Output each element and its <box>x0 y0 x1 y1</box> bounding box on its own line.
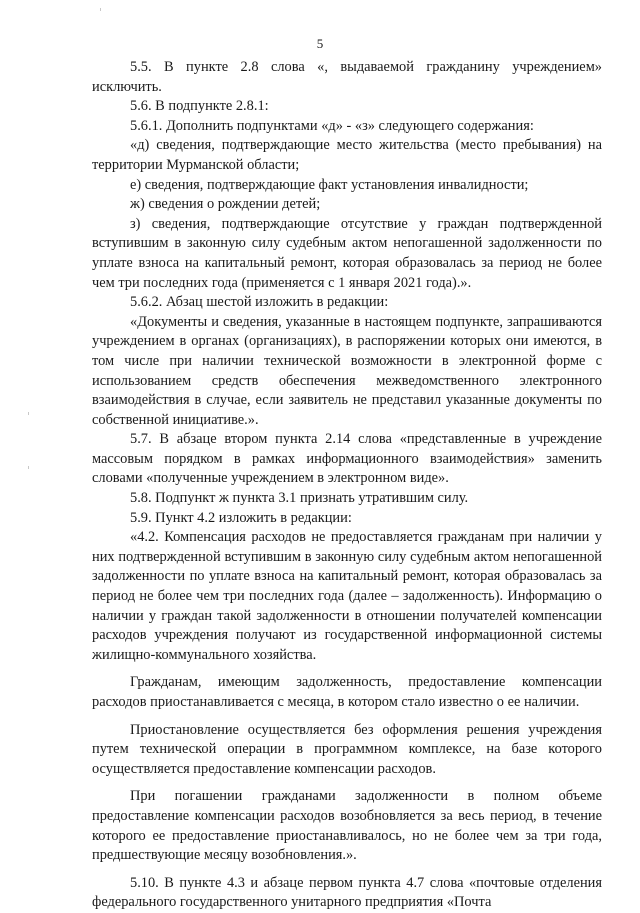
paragraph: «4.2. Компенсация расходов не предоставляется гражданам при наличии у них подтвержденной вступившим в законную силу судебным актом непогашенной задолженности по уплате взноса на капитальный ремонт, которая образовалась за период не более чем три последних года (далее – задолженность). Информацию о наличии у граждан такой задолженности в отношении получателей компенсации расходов учреждения получают из государственной информационной системы жилищно-коммунального хозяйства. <box>92 529 602 663</box>
paragraph: ж) сведения о рождении детей; <box>130 196 321 213</box>
paragraph: «д) сведения, подтверждающие место жительства (место пребывания) на территории Мурманской области; <box>92 137 602 173</box>
paragraph: «Документы и сведения, указанные в настоящем подпункте, запрашиваются учреждением в органах (организациях), в распоряжении которых они имеются, в том числе при наличии технической возможности в электронной форме с использованием средств обеспечения межведомственного электронного взаимодействия в случае, если заявитель не представил указанные документы по собственной инициативе.». <box>92 313 602 428</box>
paragraph: Гражданам, имеющим задолженность, предоставление компенсации расходов приостанавливается с месяца, в котором стало известно о ее наличии. <box>92 674 602 710</box>
paragraph: 5.5. В пункте 2.8 слова «, выдаваемой гражданину учреждением» исключить. <box>92 59 602 95</box>
paragraph: з) сведения, подтверждающие отсутствие у граждан подтвержденной вступившим в законную силу судебным актом непогашенной задолженности по уплате взноса на капитальный ремонт, которая образовалась за период не более чем три последних года (применяется с 1 января 2021 года).». <box>92 215 602 291</box>
paragraph: 5.9. Пункт 4.2 изложить в редакции: <box>130 509 352 526</box>
scan-artifact <box>28 412 29 415</box>
page-number: 5 <box>316 36 324 51</box>
paragraph: 5.10. В пункте 4.3 и абзаце первом пункта 4.7 слова «почтовые отделения федерального государственного унитарного предприятия «Почта <box>92 874 602 911</box>
paragraph: 5.7. В абзаце втором пункта 2.14 слова «представленные в учреждение массовым порядком в рамках информационного взаимодействия» заменить словами «полученные учреждением в электронном виде». <box>92 431 602 487</box>
paragraph: Приостановление осуществляется без оформления решения учреждения путем технической операции в программном комплексе, на базе которого осуществляется предоставление компенсации расходов. <box>92 721 602 777</box>
paragraph: 5.8. Подпункт ж пункта 3.1 признать утратившим силу. <box>130 490 469 507</box>
scan-artifact <box>28 466 29 469</box>
scan-artifact <box>100 8 101 11</box>
paragraph: 5.6.2. Абзац шестой изложить в редакции: <box>130 294 389 311</box>
paragraph: 5.6. В подпункте 2.8.1: <box>130 98 269 115</box>
document-body <box>92 58 602 913</box>
paragraph: е) сведения, подтверждающие факт установления инвалидности; <box>130 176 529 193</box>
paragraph: 5.6.1. Дополнить подпунктами «д» - «з» следующего содержания: <box>130 117 534 134</box>
paragraph: При погашении гражданами задолженности в полном объеме предоставление компенсации расходов возобновляется за весь период, в течение которого ее предоставление приостанавливалось, но не более чем за три года, предшествующие месяцу возобновления.». <box>92 788 602 864</box>
